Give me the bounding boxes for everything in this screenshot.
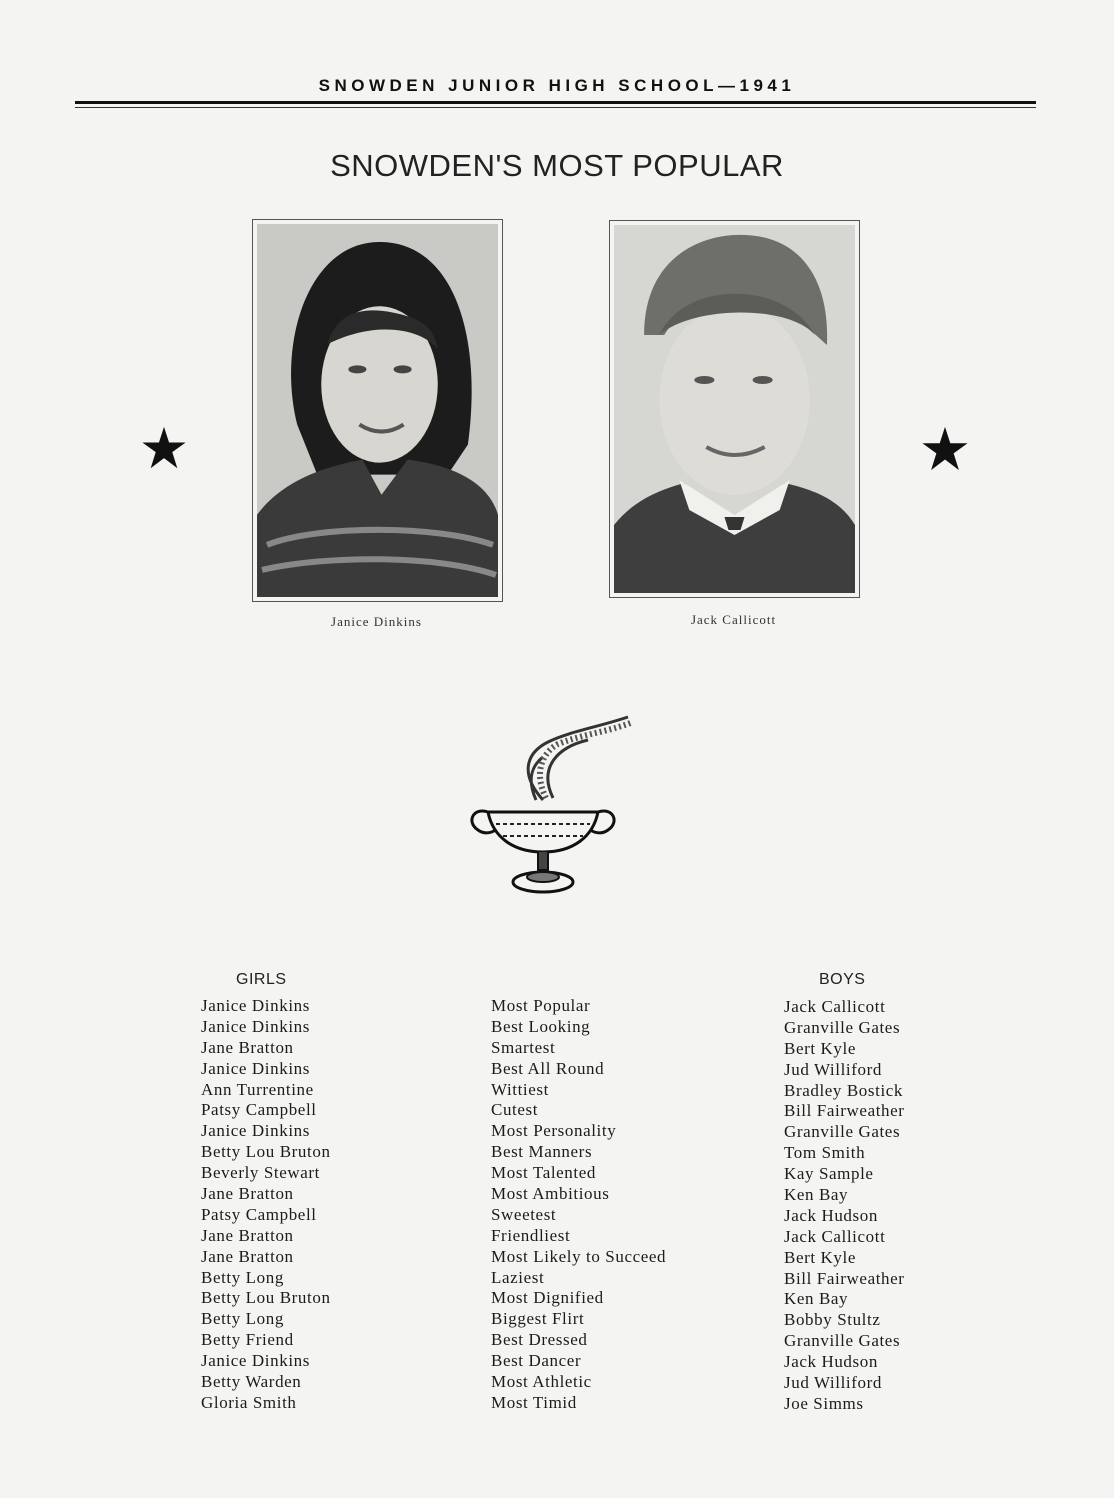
award-category: Friendliest	[491, 1225, 571, 1245]
award-category: Cutest	[491, 1100, 539, 1120]
header-rule-thin	[75, 107, 1036, 108]
boy-winner-name: Tom Smith	[784, 1143, 866, 1163]
boy-winner-name: Granville Gates	[784, 1122, 901, 1142]
photo-caption-right: Jack Callicott	[690, 612, 777, 627]
boy-winner-name: Jack Callicott	[784, 997, 886, 1016]
boy-winner-name: Bradley Bostick	[784, 1080, 904, 1100]
girl-winner-name: Betty Warden	[201, 1372, 302, 1392]
portrait-photo-left	[252, 219, 503, 602]
award-category: Best All Round	[491, 1058, 605, 1078]
award-category: Most Dignified	[491, 1288, 604, 1308]
award-category: Most Personality	[491, 1121, 617, 1141]
award-category: Smartest	[491, 1037, 556, 1057]
category-list	[491, 995, 666, 1413]
girl-winner-name: Janice Dinkins	[201, 996, 310, 1015]
girl-winner-name: Gloria Smith	[201, 1392, 297, 1412]
star-icon	[921, 425, 969, 473]
girl-winner-name: Betty Long	[201, 1267, 284, 1287]
boy-winner-name: Jack Hudson	[784, 1352, 878, 1372]
girls-header: GIRLS	[236, 971, 287, 988]
girl-winner-name: Patsy Campbell	[201, 1204, 317, 1224]
boy-winner-name: Kay Sample	[784, 1164, 874, 1184]
boy-winner-name: Bill Fairweather	[784, 1101, 905, 1121]
photo-caption-left: Janice Dinkins	[331, 614, 422, 629]
award-category: Sweetest	[491, 1204, 557, 1224]
boys-list	[784, 996, 905, 1414]
girl-winner-name: Betty Long	[201, 1309, 284, 1329]
award-category: Best Manners	[491, 1142, 593, 1162]
award-category: Best Dressed	[491, 1330, 588, 1350]
award-category: Most Timid	[491, 1392, 577, 1412]
award-category: Biggest Flirt	[491, 1309, 585, 1329]
girl-winner-name: Jane Bratton	[201, 1037, 294, 1057]
running-header: SNOWDEN JUNIOR HIGH SCHOOL—1941	[318, 76, 796, 95]
award-category: Most Talented	[491, 1163, 596, 1183]
boy-winner-name: Bert Kyle	[784, 1247, 856, 1267]
girl-winner-name: Janice Dinkins	[201, 1058, 310, 1078]
boy-winner-name: Ken Bay	[784, 1185, 849, 1205]
award-category: Most Likely to Succeed	[491, 1246, 667, 1266]
page-title: SNOWDEN'S MOST POPULAR	[330, 148, 784, 183]
girls-list	[201, 995, 331, 1413]
boy-winner-name: Joe Simms	[784, 1393, 864, 1413]
girl-winner-name: Jane Bratton	[201, 1246, 294, 1266]
header-rule	[75, 101, 1036, 104]
girl-winner-name: Betty Friend	[201, 1330, 294, 1350]
portrait-photo-right	[609, 220, 860, 598]
star-icon	[141, 425, 187, 471]
award-category: Best Looking	[491, 1016, 591, 1036]
boy-winner-name: Jud Williford	[784, 1373, 882, 1393]
boy-winner-name: Ken Bay	[784, 1289, 849, 1309]
boy-winner-name: Granville Gates	[784, 1331, 901, 1351]
award-category: Most Athletic	[491, 1372, 592, 1392]
boy-winner-name: Bert Kyle	[784, 1038, 856, 1058]
girl-winner-name: Janice Dinkins	[201, 1016, 310, 1036]
girl-winner-name: Janice Dinkins	[201, 1351, 310, 1371]
portrait-image	[614, 225, 855, 593]
girl-winner-name: Betty Lou Bruton	[201, 1142, 331, 1162]
girl-winner-name: Patsy Campbell	[201, 1100, 317, 1120]
boy-winner-name: Jud Williford	[784, 1059, 882, 1079]
girl-winner-name: Jane Bratton	[201, 1225, 294, 1245]
portrait-image	[257, 224, 498, 597]
award-category: Most Ambitious	[491, 1184, 610, 1204]
award-category: Laziest	[491, 1267, 545, 1287]
boy-winner-name: Jack Callicott	[784, 1226, 886, 1246]
oil-lamp-icon	[458, 712, 648, 902]
boy-winner-name: Granville Gates	[784, 1017, 901, 1037]
boys-header: BOYS	[819, 971, 866, 988]
girl-winner-name: Janice Dinkins	[201, 1121, 310, 1141]
girl-winner-name: Jane Bratton	[201, 1184, 294, 1204]
boy-winner-name: Jack Hudson	[784, 1205, 878, 1225]
award-category: Wittiest	[491, 1079, 549, 1099]
girl-winner-name: Ann Turrentine	[201, 1079, 314, 1099]
boy-winner-name: Bill Fairweather	[784, 1268, 905, 1288]
girl-winner-name: Beverly Stewart	[201, 1163, 320, 1183]
boy-winner-name: Bobby Stultz	[784, 1310, 881, 1330]
award-category: Best Dancer	[491, 1351, 582, 1371]
girl-winner-name: Betty Lou Bruton	[201, 1288, 331, 1308]
award-category: Most Popular	[491, 996, 591, 1015]
